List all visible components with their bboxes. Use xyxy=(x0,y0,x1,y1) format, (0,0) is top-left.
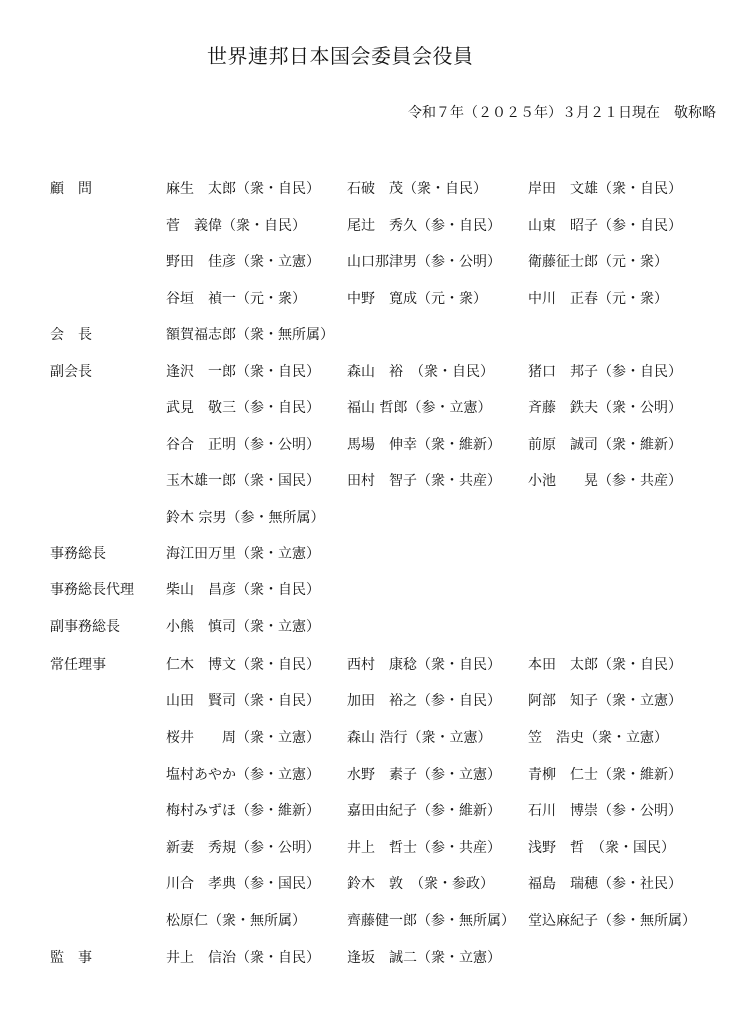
member-entry: 中野 寛成（元・衆） xyxy=(347,291,487,307)
member-entry: 猪口 邦子（参・自民） xyxy=(528,364,682,380)
member-entry: 小熊 慎司（衆・立憲） xyxy=(166,619,320,635)
document-title: 世界連邦日本国会委員会役員 xyxy=(207,44,474,68)
member-entry: 逢坂 誠二（衆・立憲） xyxy=(347,950,501,966)
member-entry: 笠 浩史（衆・立憲） xyxy=(528,730,668,746)
role-label: 事務総長 xyxy=(50,546,106,562)
role-label: 監 事 xyxy=(50,950,92,966)
member-entry: 井上 信治（衆・自民） xyxy=(166,950,320,966)
member-entry: 阿部 知子（衆・立憲） xyxy=(528,693,682,709)
member-entry: 馬場 伸幸（衆・維新） xyxy=(347,437,501,453)
role-label: 会 長 xyxy=(50,327,92,343)
role-label: 副事務総長 xyxy=(50,619,120,635)
member-entry: 柴山 昌彦（衆・自民） xyxy=(166,582,320,598)
member-entry: 井上 哲士（参・共産） xyxy=(347,840,501,856)
member-entry: 谷垣 禎一（元・衆） xyxy=(166,291,306,307)
member-entry: 青柳 仁士（衆・維新） xyxy=(528,767,682,783)
member-entry: 尾辻 秀久（参・自民） xyxy=(347,218,501,234)
member-entry: 浅野 哲 （衆・国民） xyxy=(528,840,675,856)
member-entry: 松原仁（衆・無所属） xyxy=(166,913,306,929)
document-date: 令和７年（２０２５年）３月２１日現在 敬称略 xyxy=(408,105,716,121)
member-entry: 海江田万里（衆・立憲） xyxy=(166,546,320,562)
member-entry: 塩村あやか（参・立憲） xyxy=(166,767,320,783)
member-entry: 小池 晃（参・共産） xyxy=(528,473,682,489)
member-entry: 鈴木 宗男（参・無所属） xyxy=(166,510,325,526)
member-entry: 加田 裕之（参・自民） xyxy=(347,693,501,709)
member-entry: 堂込麻紀子（参・無所属） xyxy=(528,913,696,929)
member-entry: 野田 佳彦（衆・立憲） xyxy=(166,254,320,270)
member-entry: 鈴木 敦 （衆・参政） xyxy=(347,876,494,892)
member-entry: 梅村みずほ（参・維新） xyxy=(166,803,320,819)
member-entry: 玉木雄一郎（衆・国民） xyxy=(166,473,320,489)
member-entry: 武見 敬三（参・自民） xyxy=(166,400,320,416)
member-entry: 本田 太郎（衆・自民） xyxy=(528,657,682,673)
member-entry: 嘉田由紀子（参・維新） xyxy=(347,803,501,819)
member-entry: 斉藤 鉄夫（衆・公明） xyxy=(528,400,682,416)
member-entry: 中川 正春（元・衆） xyxy=(528,291,668,307)
role-label: 副会長 xyxy=(50,364,92,380)
member-entry: 菅 義偉（衆・自民） xyxy=(166,218,306,234)
member-entry: 逢沢 一郎（衆・自民） xyxy=(166,364,320,380)
member-entry: 森山 浩行（衆・立憲） xyxy=(347,730,492,746)
role-label: 事務総長代理 xyxy=(50,582,134,598)
member-entry: 水野 素子（参・立憲） xyxy=(347,767,501,783)
member-entry: 福山 哲郎（参・立憲） xyxy=(347,400,492,416)
member-entry: 田村 智子（衆・共産） xyxy=(347,473,501,489)
member-entry: 齊藤健一郎（参・無所属） xyxy=(347,913,515,929)
member-entry: 衛藤征士郎（元・衆） xyxy=(528,254,668,270)
member-entry: 桜井 周（衆・立憲） xyxy=(166,730,320,746)
member-entry: 麻生 太郎（衆・自民） xyxy=(166,181,320,197)
member-entry: 谷合 正明（参・公明） xyxy=(166,437,320,453)
role-label: 常任理事 xyxy=(50,657,106,673)
member-entry: 森山 裕 （衆・自民） xyxy=(347,364,494,380)
member-entry: 岸田 文雄（衆・自民） xyxy=(528,181,682,197)
member-entry: 新妻 秀規（参・公明） xyxy=(166,840,320,856)
member-entry: 石川 博崇（参・公明） xyxy=(528,803,682,819)
role-label: 顧 問 xyxy=(50,181,92,197)
member-entry: 仁木 博文（衆・自民） xyxy=(166,657,320,673)
member-entry: 山田 賢司（衆・自民） xyxy=(166,693,320,709)
member-entry: 前原 誠司（衆・維新） xyxy=(528,437,682,453)
member-entry: 山口那津男（参・公明） xyxy=(347,254,501,270)
member-entry: 山東 昭子（参・自民） xyxy=(528,218,682,234)
member-entry: 西村 康稔（衆・自民） xyxy=(347,657,501,673)
member-entry: 額賀福志郎（衆・無所属） xyxy=(166,327,334,343)
member-entry: 福島 瑞穂（参・社民） xyxy=(528,876,682,892)
member-entry: 川合 孝典（参・国民） xyxy=(166,876,320,892)
member-entry: 石破 茂（衆・自民） xyxy=(347,181,487,197)
